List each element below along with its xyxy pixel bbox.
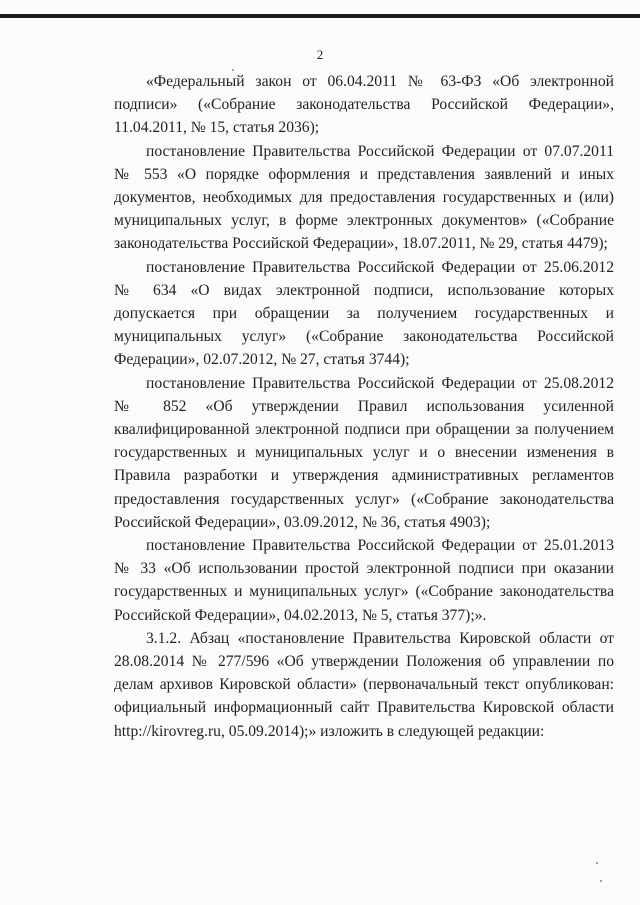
paragraph-federal-law-63: «Федеральный закон от 06.04.2011 № 63-ФЗ «Об электронной подписи» («Собрание законодательства Российской Федерации», 11.04.2011, № 15, статья 2036); xyxy=(114,73,614,137)
scan-top-border xyxy=(0,14,640,18)
paragraph-resolution-33: постановление Правительства Российской Федерации от 25.01.2013 № 33 «Об использовании простой электронной подписи при оказании государственных и муниципальных услуг» («Собрание законодательства Российской Федерации», 04.02.2013, № 5, статья 377);». xyxy=(114,537,614,624)
document-body xyxy=(114,70,614,743)
paragraph-3-1-2: 3.1.2. Абзац «постановление Правительства Кировской области от 28.08.2014 № 277/596 «Об утверждении Положения об управлении по делам архивов Кировской области» (первоначальный текст опубликован: официальный информационный сайт Правительства Кировской области http://kirovreg.ru, 05.09.2014);» изложить в следующей редакции: xyxy=(114,629,614,740)
paragraph-resolution-634: постановление Правительства Российской Федерации от 25.06.2012 № 634 «О видах электронной подписи, использование которых допускается при обращении за получением государственных и муниципальных услуг» («Собрание законодательства Российской Федерации», 02.07.2012, № 27, статья 3744); xyxy=(114,258,614,369)
page-number: 2 xyxy=(316,47,324,62)
scan-speck xyxy=(232,69,234,71)
scan-speck xyxy=(600,880,602,882)
scan-speck xyxy=(596,862,598,864)
paragraph-resolution-553: постановление Правительства Российской Федерации от 07.07.2011 № 553 «О порядке оформления и представления заявлений и иных документов, необходимых для предоставления государственных и (или) муниципальных услуг, в форме электронных документов» («Собрание законодательства Российской Федерации», 18.07.2011, № 29, статья 4479); xyxy=(114,142,614,253)
paragraph-resolution-852: постановление Правительства Российской Федерации от 25.08.2012 № 852 «Об утверждении Правил использования усиленной квалифицированной электронной подписи при обращении за получением государственных и муниципальных услуг и о внесении изменения в Правила разработки и утверждения административных регламентов предоставления государственных услуг» («Собрание законодательства Российской Федерации», 03.09.2012, № 36, статья 4903); xyxy=(114,374,614,531)
